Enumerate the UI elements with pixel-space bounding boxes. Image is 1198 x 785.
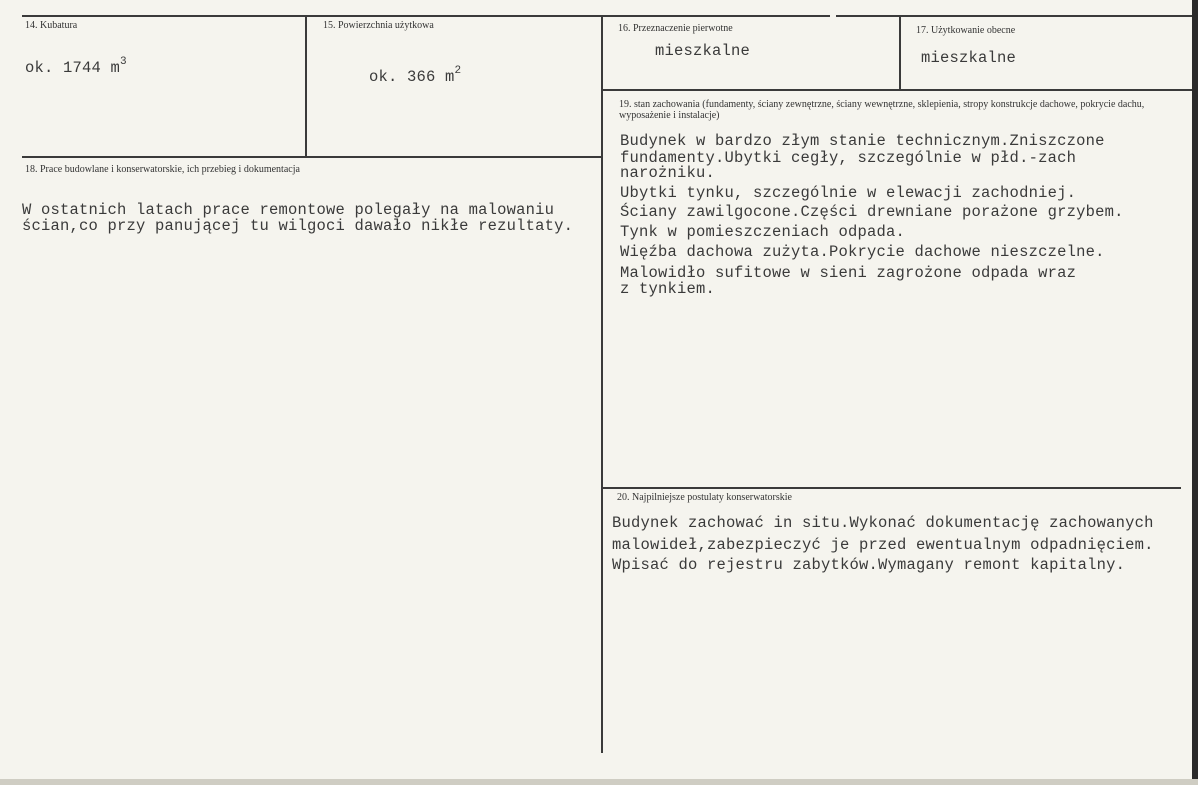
field-19-line: Ubytki tynku, szczególnie w elewacji zachodniej. — [620, 184, 1077, 202]
field-15-label: 15. Powierzchnia użytkowa — [323, 20, 434, 31]
field-20-label: 20. Najpilniejsze postulaty konserwatorskie — [617, 492, 792, 503]
field-19-text — [620, 132, 1124, 298]
field-15-unit-sup: 2 — [454, 65, 462, 77]
field-19-line: Malowidło sufitowe w sieni zagrożone odpada wraz — [620, 264, 1077, 282]
field-19-line: Więźba dachowa zużyta.Pokrycie dachowe nieszczelne. — [620, 243, 1105, 261]
field-20-line: Budynek zachować in situ.Wykonać dokumentację zachowanych — [612, 514, 1154, 532]
top-rule-mid — [605, 15, 830, 17]
field-16-label: 16. Przeznaczenie pierwotne — [618, 23, 733, 34]
divider-16-17 — [899, 17, 901, 90]
field-20-line: Wpisać do rejestru zabytków.Wymagany remont kapitalny. — [612, 556, 1126, 574]
divider-row-19 — [603, 89, 1193, 91]
field-19-line: z tynkiem. — [620, 280, 716, 298]
field-18-label: 18. Prace budowlane i konserwatorskie, ich przebieg i dokumentacja — [25, 164, 300, 175]
field-18-text — [22, 203, 573, 234]
divider-14-15 — [305, 16, 307, 157]
field-19-line: Tynk w pomieszczeniach odpada. — [620, 223, 906, 241]
field-19-line: Ściany zawilgocone.Części drewniane porażone grzybem. — [620, 203, 1124, 221]
card-edge — [1192, 0, 1198, 785]
field-14-value — [25, 56, 127, 77]
card-bottom-edge — [0, 779, 1198, 785]
divider-row-20 — [603, 487, 1181, 489]
top-rule-right — [836, 15, 1192, 17]
field-20-line: malowideł,zabezpieczyć je przed ewentualnym odpadnięciem. — [612, 536, 1154, 554]
field-14-value-text: ok. 1744 m — [25, 59, 121, 77]
field-15-value-text: ok. 366 m — [369, 68, 455, 86]
field-19-label: 19. stan zachowania (fundamenty, ściany zewnętrzne, ściany wewnętrzne, sklepienia, stropy konstrukcje dachowe, pokrycie dachu, wyposażenie i instalacje) — [619, 99, 1145, 121]
field-18-line: ścian,co przy panującej tu wilgoci dawało nikłe rezultaty. — [22, 216, 574, 235]
field-17-label: 17. Użytkowanie obecne — [916, 25, 1016, 36]
field-19-line: Budynek w bardzo złym stanie technicznym.Zniszczone — [620, 132, 1105, 150]
field-19-line: narożniku. — [620, 164, 716, 182]
field-14-label: 14. Kubatura — [25, 20, 78, 31]
field-18-line: W ostatnich latach prace remontowe polegały na malowaniu — [22, 201, 555, 219]
divider-row-18 — [22, 156, 603, 158]
field-20-text — [612, 516, 1154, 578]
field-19-line: fundamenty.Ubytki cegły, szczególnie w płd.-zach — [620, 149, 1077, 167]
field-14-unit-sup: 3 — [120, 56, 127, 68]
field-15-value — [369, 65, 461, 86]
divider-center — [601, 16, 603, 753]
field-16-value: mieszkalne — [655, 42, 751, 60]
top-rule-left — [22, 15, 605, 17]
field-17-value: mieszkalne — [921, 49, 1017, 67]
